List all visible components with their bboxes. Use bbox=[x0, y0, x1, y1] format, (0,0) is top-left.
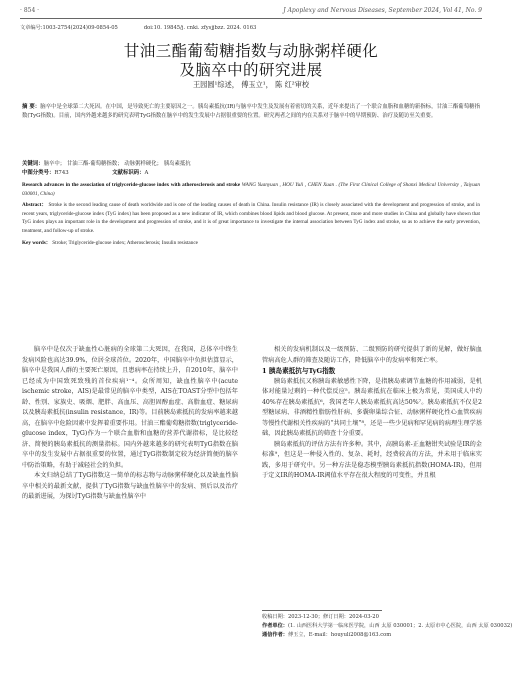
english-abstract-block bbox=[22, 181, 480, 247]
body-paragraph: 胰岛素抵抗的评估方法有许多种。其中，高胰岛素-正血糖钳夹试验是IR的金标准⁹，但这是一种侵入性的、复杂、耗时，经费较高的方法，并未用于临床实践，多用于研究中。另一种方法是稳态模型胰岛素抵抗指数(HOMA-IR)，但用于定义IR的HOMA-IR阈值水平存在很大程度的可变性，并且根 bbox=[262, 440, 482, 479]
classification-cn bbox=[22, 169, 480, 178]
footnote bbox=[262, 613, 512, 640]
doc-code-label: 文献标识码： bbox=[112, 170, 145, 176]
abstract-en-label: Abstract： bbox=[22, 202, 47, 209]
doc-code-value: A bbox=[144, 170, 149, 176]
article-ids bbox=[20, 24, 256, 31]
body-right-column bbox=[262, 345, 482, 482]
keywords-en-label: Key words： bbox=[22, 239, 51, 246]
abstract-cn-text: 脑卒中是全球第二大死因。在中国，是导致死亡的主要原因之一。胰岛素抵抗(IR)与脑卒中发生及发展有着密切的关系，近年来提出了一个联合血脂和血糖的新指标，甘油三酯葡萄糖指数(TyG指数)。目前，国内外越来越多的研究表明TyG指数在脑卒中的发生发展中占据很重要的位置。研究两者之间的内在关系对于脑卒中的早期预防、治疗及随访至关重要。 bbox=[22, 104, 480, 119]
body-paragraph: 本文归纳总结了TyG指数这一简单的标志物与动脉粥样硬化以及缺血性脑卒中相关的最新文献，提供了TyG指数与缺血性脑卒中的发病、预后以及治疗的最新进展，为探讨TyG指数与缺血性脑卒中 bbox=[22, 472, 238, 500]
keywords-cn-label: 关键词： bbox=[22, 161, 44, 167]
authors-en: WANG Yuanyuan , HOU Yuli , CHEN Xuan . (The First Clinical College of Shanxi Medical University , Taiyuan 030001, China) bbox=[22, 182, 480, 197]
received-dates: 收稿日期：2023-12-30；修订日期：2024-03-20 bbox=[262, 614, 379, 620]
article-title-cn bbox=[0, 42, 502, 80]
abstract-cn bbox=[22, 103, 480, 120]
keywords-cn bbox=[22, 160, 480, 169]
corresponding-author: 通信作者：傅玉立，E-mail：houyuli2008@163.com bbox=[262, 632, 392, 638]
title-line-2: 及脑卒中的研究进展 bbox=[179, 61, 323, 79]
abstract-cn-label: 摘 要： bbox=[22, 104, 41, 110]
clc-value: R743 bbox=[54, 170, 69, 176]
journal-running-header: J Apoplexy and Nervous Diseases, September 2024, Vol 41, No. 9 bbox=[283, 7, 482, 14]
title-line-1: 甘油三酯葡萄糖指数与动脉粥样硬化 bbox=[123, 42, 379, 60]
body-left-column bbox=[22, 345, 238, 503]
doi: doi:10. 19845/j. cnki. zfysjjbzz. 2024. 0163 bbox=[143, 25, 257, 31]
keywords-en-text: Stroke; Triglyceride-glucose index; Atherosclerosis; Insulin resistance bbox=[52, 239, 198, 246]
author-units: 作者单位：(1. 山西医科大学第一临床医学院，山西 太原 030001；2. 太原市中心医院，山西 太原 030032) bbox=[262, 623, 512, 629]
body-paragraph: 相关的发病机制以及一级预防、二级预防的研究提供了新的见解，做好脑血管病高危人群的筛查及随访工作，降低脑卒中的发病率和死亡率。 bbox=[262, 346, 482, 364]
footnote-rule bbox=[262, 610, 382, 611]
section-title: 1 胰岛素抵抗与TyG指数 bbox=[262, 367, 336, 375]
body-paragraph: 脑卒中是仅次于缺血性心脏病的全球第二大死因，在我国，总体卒中终生发病风险也高达39.9%，位居全球首位。2020年，中国脑卒中负担估算显示，脑卒中是我国人群的主要死亡原因，且患病率在持续上升，自2010年，脑卒中已经成为中国致死致残的首位疾病¹⁻⁴。众所周知，缺血性脑卒中(acute ischemic stroke，AIS)是最常见的脑卒中类型，AIS在TOAST分型中包括年龄、性别、家族史、吸烟、肥胖、高血压、高胆固醇血症、高脂血症、糖尿病以及胰岛素抵抗(insulin resistance，IR)等。目前胰岛素抵抗的发病率越来越高，在脑卒中危险因素中发挥着重要作用。甘油三酯葡萄糖指数(triglyceride-glucose index，TyG)作为一个联合血脂和血糖的营养代谢指标，是比较经济、简便的胰岛素抵抗的测量指标。国内外越来越多的研究表明TyG指数在脑卒中的发生发展中占据很重要的位置，通过TyG指数制定较为经济简便的脑卒中防治策略，有助于减轻社会的负担。 bbox=[22, 346, 238, 469]
body-paragraph: 胰岛素抵抗又称胰岛素敏感性下降，是指胰岛素调节血糖的作用减弱，是机体对能量过剩的一种代偿反应⁵。胰岛素抵抗在临床上极为常见，美国成人中约40%存在胰岛素抵抗⁶，我国老年人胰岛素抵抗高达50%⁷。胰岛素抵抗不仅是2型糖尿病、非酒精性脂肪性肝病、多囊卵巢综合征、动脉粥样硬化性心血管疾病等慢性代谢相关性疾病的“共同土壤”⁸，还是一些少见病和罕见病的病理生理学基础，因此胰岛素抵抗的筛查十分重要。 bbox=[262, 377, 482, 437]
article-number: 文章编号:1003-2754(2024)09-0854-05 bbox=[20, 25, 118, 31]
clc-label: 中图分类号： bbox=[22, 170, 55, 176]
authors-cn: 王园圆¹综述， 傅玉立¹， 陈 红²审校 bbox=[192, 80, 310, 89]
page-number: · 854 · bbox=[20, 7, 40, 14]
keywords-cn-text: 脑卒中； 甘油三酯-葡萄糖指数； 动脉粥样硬化； 胰岛素抵抗 bbox=[43, 161, 191, 167]
header-rule bbox=[20, 18, 482, 19]
abstract-en-text: Stroke is the second leading cause of death worldwide and is one of the leading causes of death in China. Insulin resistance (IR) is closely associated with the development and progression of stroke, and in recent years, triglyceride-glucose index (TyG index) has been proposed as a new indicator of IR, which combines blood lipids and blood glucose. At present, more and more studies in China and globally have shown that TyG index plays an important role in the development and progression of stroke, and it is of great importance to investigate the internal association between TyG index and stroke, so as to achieve the early prevention, treatment, and follow-up of stroke. bbox=[22, 202, 480, 234]
article-title-en: Research advances in the association of triglyceride-glucose index with atherosclerosis and stroke bbox=[22, 182, 241, 188]
